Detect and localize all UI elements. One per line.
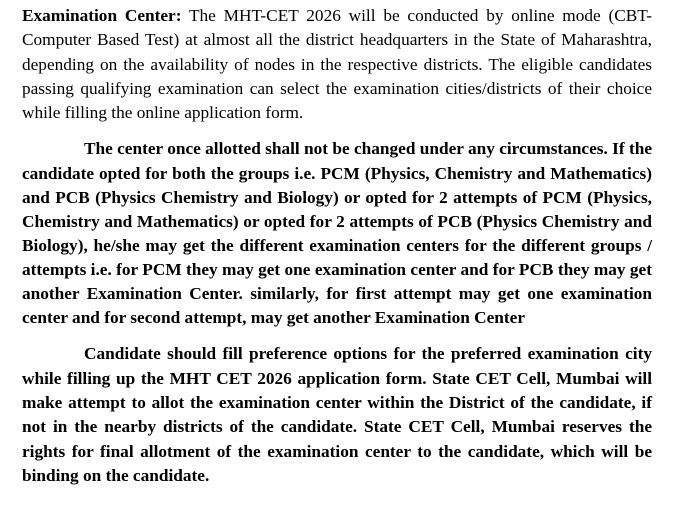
preference-options-paragraph: Candidate should fill preference options for the preferred examination city while filling up the MHT CET 2026 application form. State CET Cell, Mumbai will make attempt to allot the examination center within the District of the candidate, if not in the nearby districts of the candidate. State CET Cell, Mumbai reserves the rights for final allotment of the examination center to the candidate, which will be binding on the candidate. (22, 344, 652, 486)
document-body (22, 4, 652, 489)
examination-center-paragraph (22, 4, 652, 125)
examination-center-text: The MHT-CET 2026 will be conducted by online mode (CBT- Computer Based Test) at almost all the district headquarters in the State of Maharashtra, depending on the availability of nodes in the respective districts. The eligible candidates passing qualifying examination can select the examination cities/districts of their choice while filling the online application form. (22, 6, 652, 123)
center-allotment-paragraph: The center once allotted shall not be changed under any circumstances. If the candidate opted for both the groups i.e. PCM (Physics, Chemistry and Mathematics) and PCB (Physics Chemistry and Biology) or opted for 2 attempts of PCM (Physics, Chemistry and Mathematics) or opted for 2 attempts of PCB (Physics Chemistry and Biology), he/she may get the different examination centers for the different groups / attempts i.e. for PCM they may get one examination center and for PCB they may get another Examination Center. similarly, for first attempt may get one examination center and for second attempt, may get another Examination Center (22, 139, 652, 328)
examination-center-heading: Examination Center: (22, 6, 182, 25)
